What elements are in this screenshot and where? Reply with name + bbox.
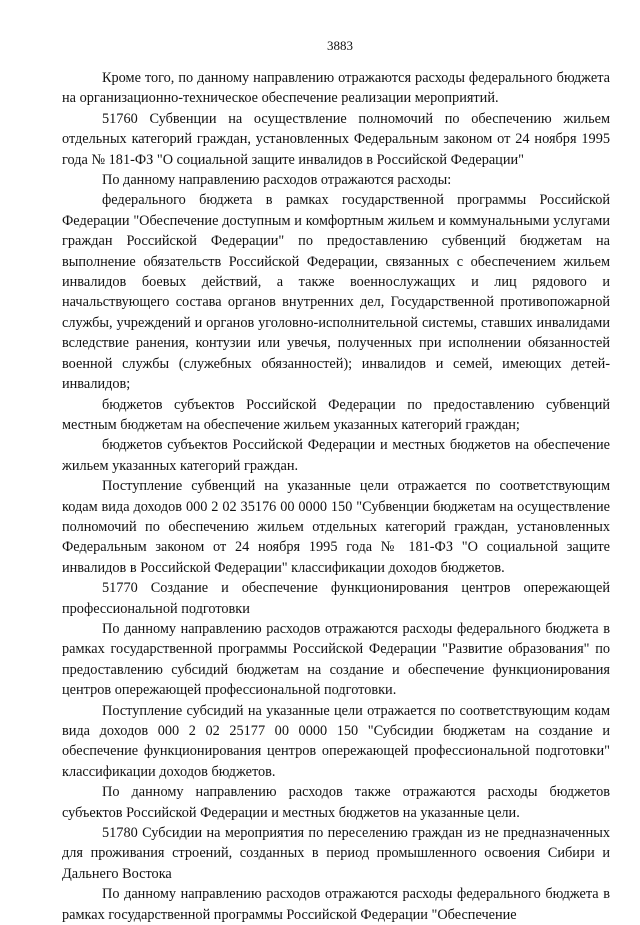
paragraph: бюджетов субъектов Российской Федерации и местных бюджетов на обеспечение жильем указанных категорий граждан. [62, 437, 610, 474]
paragraph: По данному направлению расходов отражаются расходы: [102, 172, 452, 189]
paragraph: федерального бюджета в рамках государственной программы Российской Федерации "Обеспечение доступным и комфортным жильем и коммунальными услугами граждан Российской Федерации" по предоставлению субвенций бюджетам на выполнение обязательств Российской Федерации, связанных с обеспечением жильем инвалидов боевых действий, а также военнослужащих и лиц рядового и начальствующего состава органов внутренних дел, Государственной противопожарной службы, учреждений и органов уголовно-исполнительной системы, ставших инвалидами вследствие ранения, контузии или увечья, полученных при исполнении обязанностей военной службы (служебных обязанностей); инвалидов и семей, имеющих детей-инвалидов; [62, 192, 610, 393]
paragraph: По данному направлению расходов также отражаются расходы бюджетов субъектов Российской Федерации и местных бюджетов на указанные цели. [62, 784, 610, 821]
paragraph-section-heading: 51770 Создание и обеспечение функционирования центров опережающей профессиональной подготовки [62, 580, 610, 617]
paragraph: Поступление субсидий на указанные цели отражается по соответствующим кодам вида доходов 000 2 02 25177 00 0000 150 "Субсидии бюджетам на создание и обеспечение функционирования центров опережающей профессиональной подготовки" классификации доходов бюджетов. [62, 702, 610, 780]
paragraph-section-heading: 51780 Субсидии на мероприятия по переселению граждан из не предназначенных для проживания строений, созданных в период промышленного освоения Сибири и Дальнего Востока [62, 825, 610, 882]
paragraph: бюджетов субъектов Российской Федерации по предоставлению субвенций местным бюджетам на обеспечение жильем указанных категорий граждан; [62, 396, 610, 433]
paragraph: По данному направлению расходов отражаются расходы федерального бюджета в рамках государственной программы Российской Федерации "Развитие образования" по предоставлению субсидий бюджетам на создание и обеспечение функционирования центров опережающей профессиональной подготовки. [62, 620, 610, 699]
paragraph: Поступление субвенций на указанные цели отражается по соответствующим кодам вида доходов 000 2 02 35176 00 0000 150 "Субвенции бюджетам на осуществление полномочий по обеспечению жильем отдельных категорий граждан, установленных Федеральным законом от 24 ноября 1995 года № 181-ФЗ "О социальной защите инвалидов в Российской Федерации" классификации доходов бюджетов. [62, 478, 610, 576]
paragraph: Кроме того, по данному направлению отражаются расходы федерального бюджета на организационно-техническое обеспечение реализации мероприятий. [62, 70, 610, 107]
page-number: 3883 [327, 38, 353, 53]
paragraph: По данному направлению расходов отражаются расходы федерального бюджета в рамках государственной программы Российской Федерации "Обеспечение [62, 886, 610, 923]
paragraph-section-heading: 51760 Субвенции на осуществление полномочий по обеспечению жильем отдельных категорий граждан, установленных Федеральным законом от 24 ноября 1995 года № 181-ФЗ "О социальной защите инвалидов в Российской Федерации" [62, 110, 610, 168]
